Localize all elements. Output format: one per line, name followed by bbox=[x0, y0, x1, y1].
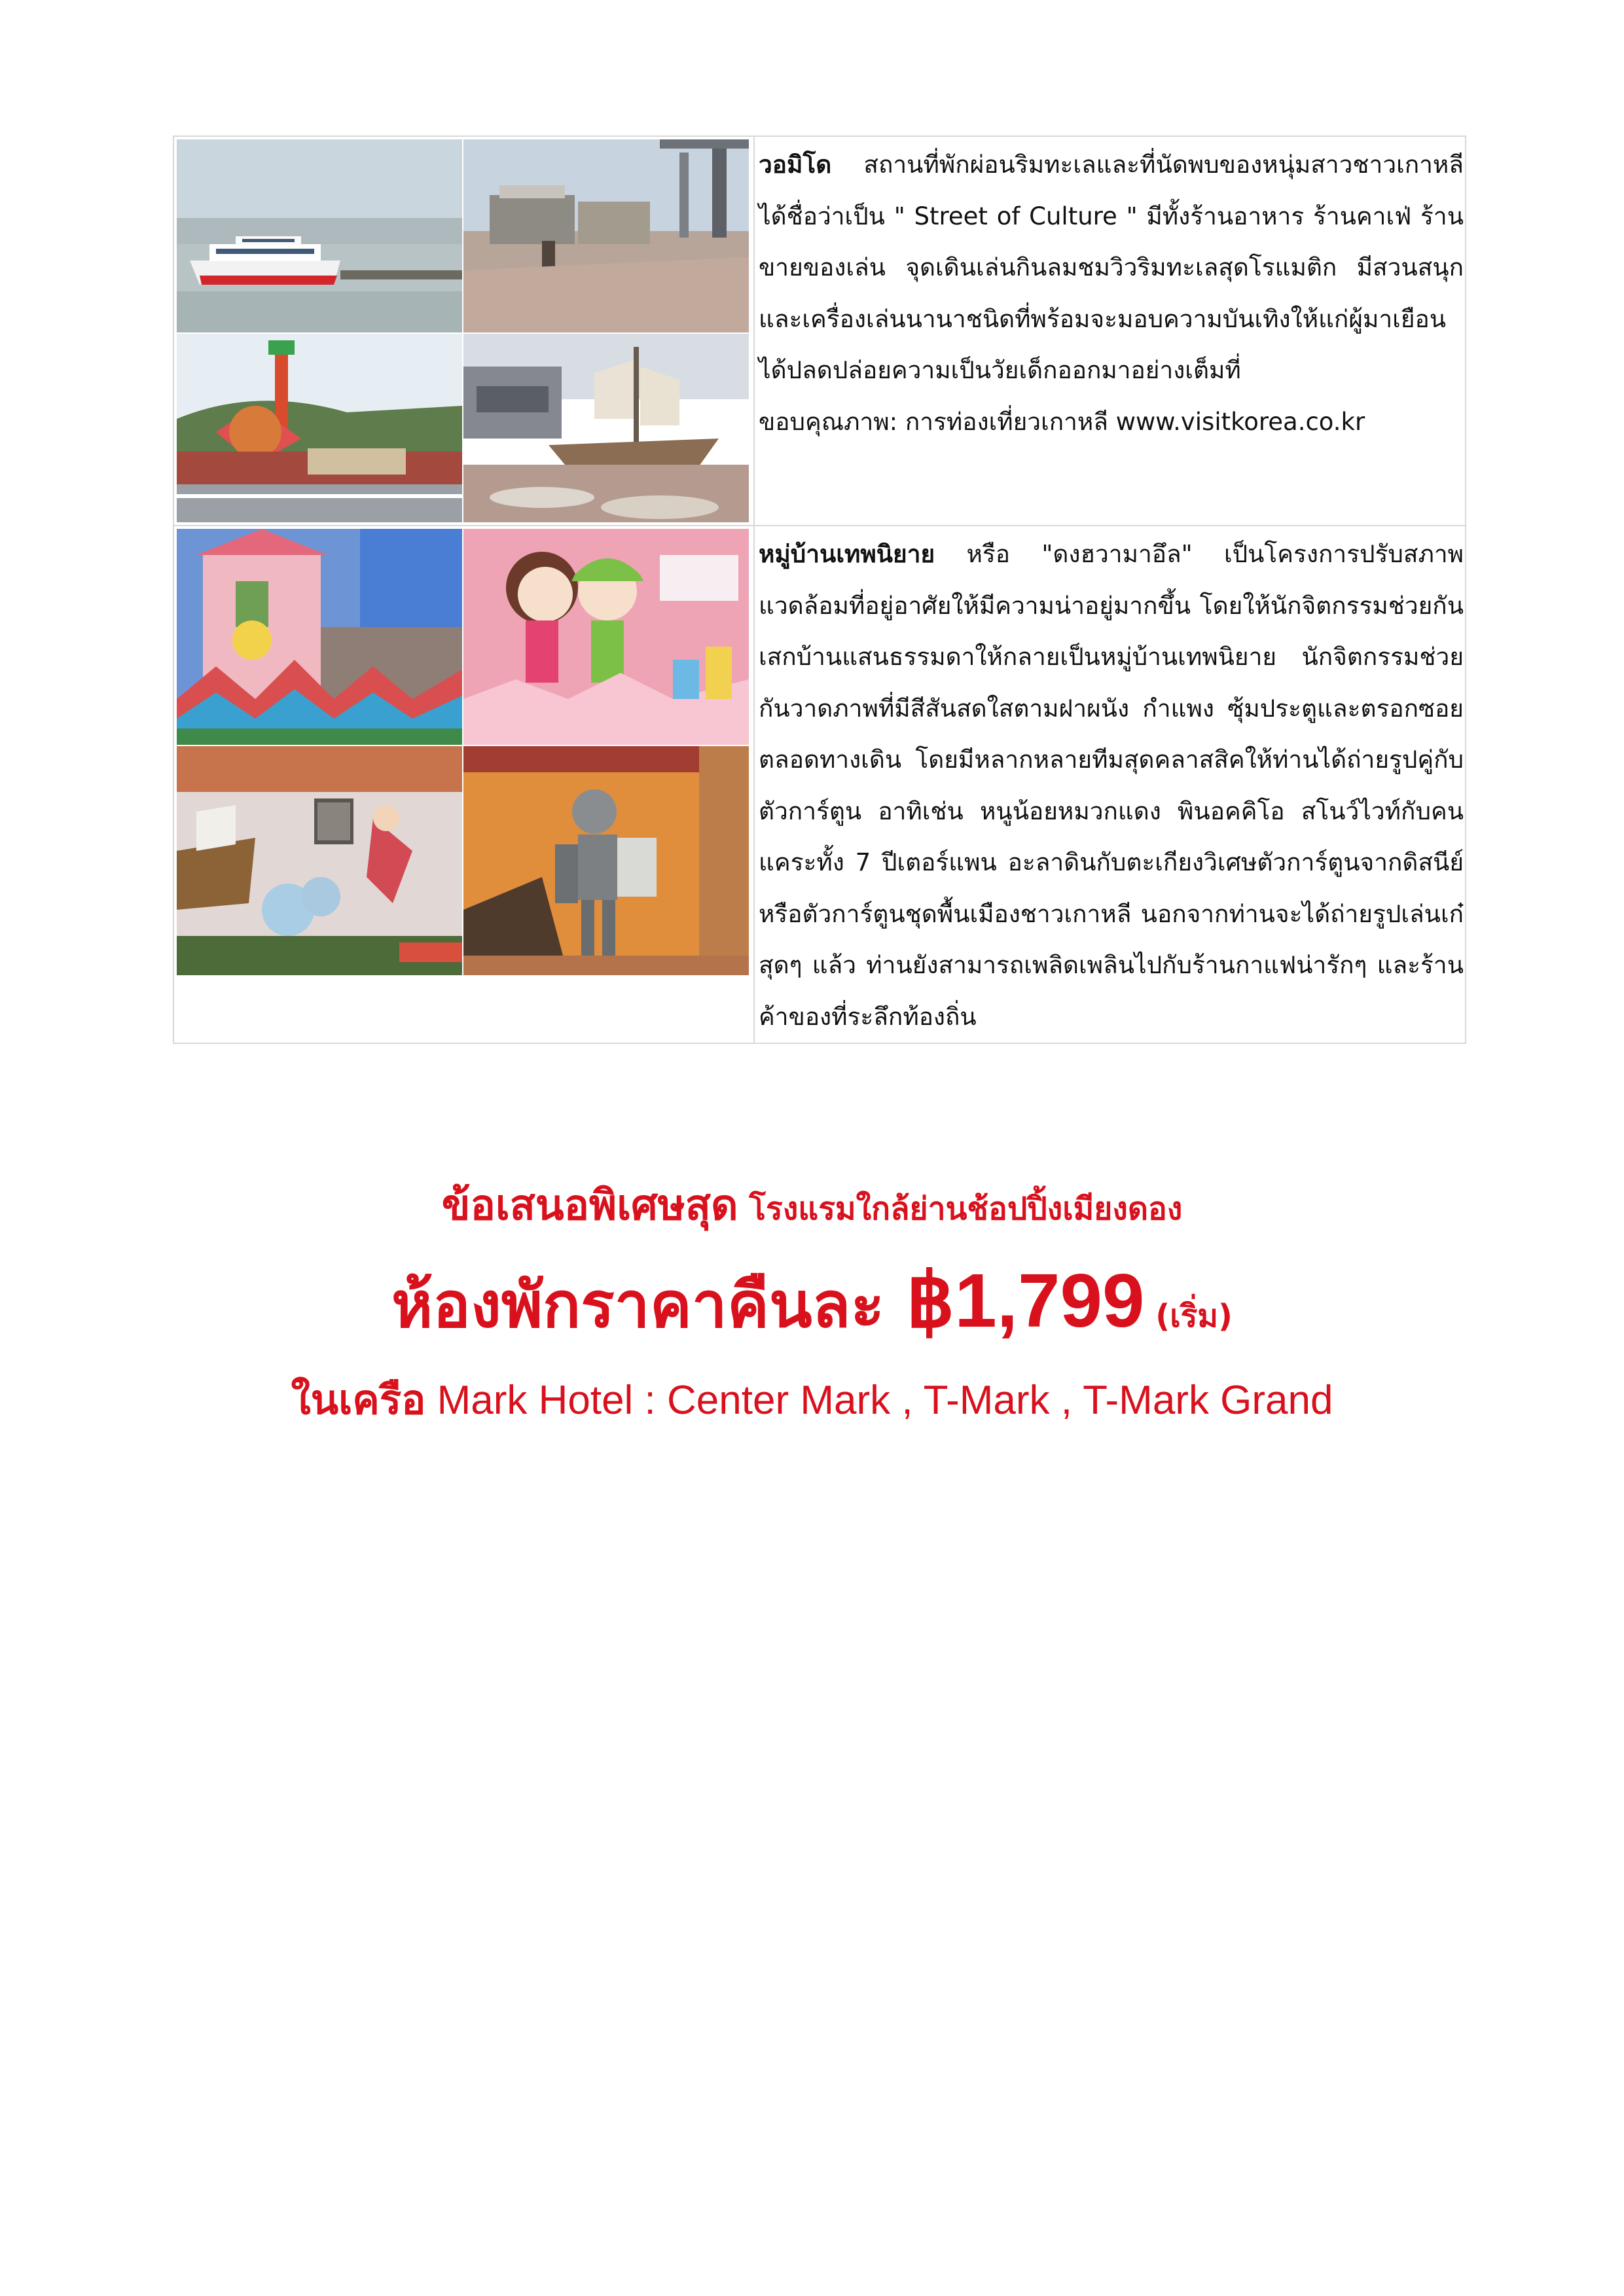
promo-special-offer: ข้อเสนอพิเศษสุด bbox=[441, 1181, 738, 1230]
amusement-ride-photo bbox=[177, 334, 462, 522]
wolmido-title: วอมิโด bbox=[759, 151, 832, 179]
wolmido-text-cell bbox=[754, 136, 1466, 526]
fairy-village-photo-collage bbox=[177, 529, 749, 975]
promo-price: ฿1,799 bbox=[906, 1258, 1145, 1343]
cruise-ship-photo bbox=[177, 139, 462, 332]
castle-mural-photo bbox=[177, 529, 462, 745]
promo-headline bbox=[0, 1172, 1624, 1238]
ship-sculpture-photo bbox=[463, 334, 749, 522]
fairy-village-text-cell bbox=[754, 526, 1466, 1043]
wolmido-photo-cell bbox=[173, 136, 754, 526]
street-plaza-photo bbox=[463, 139, 749, 332]
promo-hotel-names: Mark Hotel : Center Mark , T-Mark , T-Mark Grand bbox=[425, 1378, 1333, 1423]
promo-price-line bbox=[0, 1255, 1624, 1355]
promo-room-rate-label: ห้องพักราคาคืนละ bbox=[391, 1268, 907, 1342]
kissing-couple-mural-photo bbox=[463, 529, 749, 745]
photo-credit: ขอบคุณภาพ: การท่องเที่ยวเกาหลี www.visitkorea.co.kr bbox=[759, 407, 1365, 436]
fairy-village-photo-cell bbox=[173, 526, 754, 1043]
attractions-table bbox=[173, 135, 1466, 1044]
table-row bbox=[173, 526, 1466, 1043]
promo-starting-note: (เริ่ม) bbox=[1144, 1298, 1233, 1335]
promo-chain-label: ในเครือ bbox=[291, 1376, 426, 1424]
tin-man-statue-photo bbox=[463, 746, 749, 975]
promo-hotel-location: โรงแรมใกล้ย่านช้อปปิ้งเมียงดอง bbox=[738, 1191, 1183, 1227]
wolmido-body: สถานที่พักผ่อนริมทะเลและที่นัดพบของหนุ่มสาวชาวเกาหลี ได้ชื่อว่าเป็น " Street of Culture " มีทั้งร้านอาหาร ร้านคาเฟ่ ร้านขายของเล่น จุดเดินเล่นกินลมชมวิวริมทะเลสุดโรแมติก มีสวนสนุกและเครื่องเล่นนานาชนิดที่พร้อมจะมอบความบันเทิงให้แก่ผู้มาเยือนได้ปลดปล่อยความเป็นวัยเด็กออกมาอย่างเต็มที่ bbox=[759, 151, 1464, 384]
promo-hotel-chain-line bbox=[0, 1368, 1624, 1432]
fairy-village-description bbox=[755, 526, 1465, 1043]
fairy-village-title: หมู่บ้านเทพนิยาย bbox=[759, 540, 935, 568]
wolmido-photo-collage bbox=[177, 139, 749, 522]
wolmido-description bbox=[755, 137, 1465, 448]
pirate-ship-mural-photo bbox=[177, 746, 462, 975]
fairy-village-body: หรือ "ดงฮวามาอึล" เป็นโครงการปรับสภาพแวดล้อมที่อยู่อาศัยให้มีความน่าอยู่มากขึ้น โดยให้นักจิตกรรมช่วยกันเสกบ้านแสนธรรมดาให้กลายเป็นหมู่บ้านเทพนิยาย นักจิตกรรมช่วยกันวาดภาพที่มีสีสันสดใสตามฝาผนัง กำแพง ซุ้มประตูและตรอกซอยตลอดทางเดิน โดยมีหลากหลายทีมสุดคลาสสิคให้ท่านได้ถ่ายรูปคู่กับตัวการ์ตูน อาทิเช่น หนูน้อยหมวกแดง พินอคคิโอ สโนว์ไวท์กับคนแคระทั้ง 7 ปีเตอร์แพน อะลาดินกับตะเกียงวิเศษตัวการ์ตูนจากดิสนีย์ หรือตัวการ์ตูนชุดพื้นเมืองชาวเกาหลี นอกจากท่านจะได้ถ่ายรูปเล่นเก๋สุดๆ แล้ว ท่านยังสามารถเพลิดเพลินไปกับร้านกาแฟน่ารักๆ และร้านค้าของที่ระลึกท้องถิ่น bbox=[759, 540, 1464, 1031]
table-row bbox=[173, 136, 1466, 526]
